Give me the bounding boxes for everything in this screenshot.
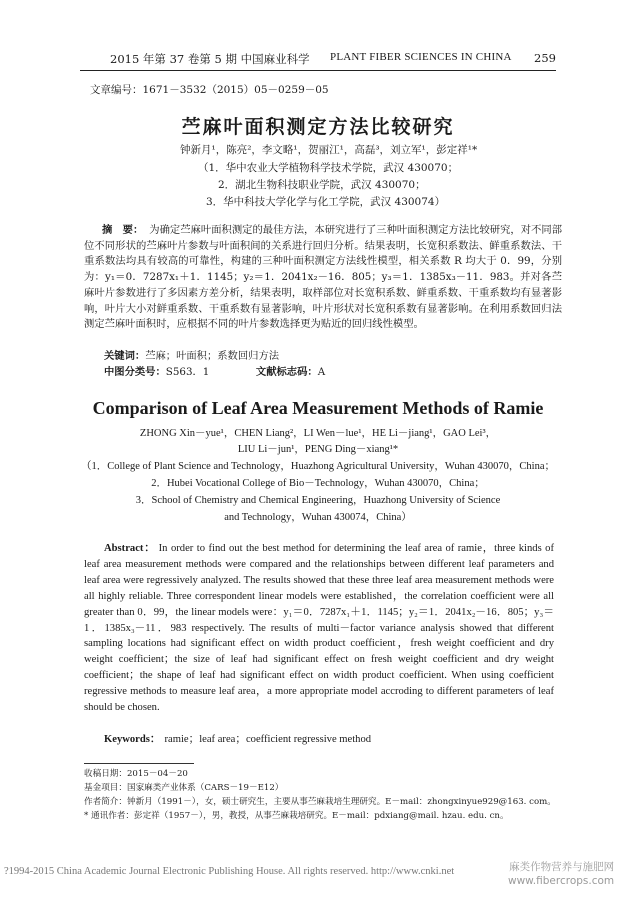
chinese-keywords-label: 关键词：: [104, 350, 146, 362]
english-affiliation-2: 2．Hubei Vocational College of Bio－Technology，Wuhan 430070，China；: [151, 478, 485, 489]
footnote-corresponding-author: * 通讯作者：彭定祥（1957－），男，教授，从事苎麻栽培研究。E－mail：pdxiang@mail. hzau. edu. cn。: [84, 811, 509, 821]
english-affiliation-3: 3．School of Chemistry and Chemical Engineering，Huazhong University of Science: [135, 495, 501, 506]
footnote-received: 收稿日期：2015－04－20: [84, 769, 188, 779]
journal-name-en: PLANT FIBER SCIENCES IN CHINA: [330, 51, 512, 63]
english-keywords-text: ramie；leaf area；coefficient regressive method: [164, 734, 372, 745]
chinese-abstract-label: 摘 要：: [102, 224, 144, 236]
english-authors-line-1: ZHONG Xin－yue¹，CHEN Liang²，LI Wen－lue¹，HE Li－jiang¹，GAO Lei³，: [139, 428, 497, 439]
watermark: [508, 860, 614, 888]
english-abstract-text: In order to find out the best method for determining the leaf area of ramie，three kinds of leaf area measurement methods were compared and the relationships between different leaf parameters and leaf area were regressively analyzed. The results showed that these three leaf area measurement methods were all highly reliable. Three correspondent linear models were established，the correlation coefficient were all greater than 0．99，the linear models were：y₁＝0．7287x₁＋1．1145；y₂＝1．2041x₂－16．805；y₃＝1．1385x₃－11．983 respectively. The results of multi－factor variance analysis showed that different sampling locations had significant effect on width product coefficient，fresh weight coefficient and dry weight coefficient；the size of leaf had significant effect on fresh weight coefficient and dry weight coefficient；the shape of leaf had significant effect on width product coefficient. When using coefficient regressive methods to measure leaf area，a more appropriate model accroding to different parameters of leaf should be chosen.: [84, 543, 555, 714]
issue-info: 2015 年第 37 卷第 5 期 中国麻业科学: [110, 52, 310, 66]
chinese-authors: 钟新月¹，陈亮²，李文略¹，贺丽江¹，高磊³，刘立军¹，彭定祥¹*: [180, 144, 478, 156]
english-abstract: [84, 541, 554, 716]
cnki-footer: ?1994-2015 China Academic Journal Electronic Publishing House. All rights reserved. http://www.cnki.net: [4, 866, 455, 877]
document-code: A: [317, 366, 326, 378]
english-affiliation-1: （1．College of Plant Science and Technology，Huazhong Agricultural University，Wuhan 430070，China；: [81, 461, 555, 472]
footnote-author-bio: 作者简介：钟新月（1991－），女，硕士研究生，主要从事苎麻栽培生理研究。E－mail：zhongxinyue929@163. com。: [84, 797, 556, 807]
chinese-affiliation-3: 3．华中科技大学化学与化工学院，武汉 430074）: [206, 196, 446, 208]
english-affiliation-4: and Technology，Wuhan 430074，China）: [224, 512, 412, 523]
clc-label: 中图分类号：: [104, 366, 166, 378]
chinese-affiliation-1: （1．华中农业大学植物科学技术学院，武汉 430070；: [198, 162, 459, 174]
english-abstract-label: Abstract：: [104, 543, 156, 554]
chinese-abstract: [84, 223, 562, 333]
footnote-divider: [84, 763, 194, 764]
watermark-line-1: 麻类作物营养与施肥网: [509, 861, 615, 873]
article-number: 文章编号：1671－3532（2015）05－0259－05: [90, 84, 329, 96]
page-number: 259: [534, 51, 556, 65]
watermark-line-2: www.fibercrops.com: [508, 875, 615, 887]
running-header: [80, 48, 556, 71]
document-code-label: 文献标志码：: [255, 366, 318, 378]
chinese-keywords: [104, 347, 279, 362]
english-title: Comparison of Leaf Area Measurement Methods of Ramie: [92, 398, 544, 418]
english-keywords-label: Keywords：: [104, 734, 161, 745]
chinese-title: 苎麻叶面积测定方法比较研究: [181, 116, 455, 138]
english-authors-line-2: LIU Li－jun¹，PENG Ding－xiang¹*: [237, 444, 399, 455]
chinese-affiliation-2: 2．湖北生物科技职业学院，武汉 430070；: [218, 179, 426, 191]
chinese-keywords-text: 苎麻；叶面积；系数回归方法: [145, 350, 280, 362]
classification-line: [104, 363, 325, 378]
footnote-funding: 基金项目：国家麻类产业体系（CARS－19－E12）: [84, 783, 284, 793]
chinese-abstract-text: 为确定苎麻叶面积测定的最佳方法，本研究进行了三种叶面积测定方法比较研究，对不同部位不同形状的苎麻叶片参数与叶面积间的关系进行回归分析。结果表明，长宽积系数法、鲜重系数法、干重系数法均具有较高的可靠性，构建的三种叶面积测定方法线性模型，相关系数 R 均大于 0．99，分别为：y₁＝0．7287x₁＋1．1145；y₂＝1．2041x₂－16．805；y₃＝1．1385x₃－11．983。并对各苎麻叶片参数进行了多因素方差分析，结果表明，取样部位对长宽积系数、鲜重系数、干重系数均有显著影响，叶片大小对鲜重系数、干重系数有显著影响，叶片形状对长宽积系数有显著影响。在利用系数回归法测定苎麻叶面积时，应根据不同的叶片参数选择更为贴近的回归线性模型。: [84, 224, 563, 331]
english-keywords: [104, 731, 371, 746]
clc-number: S563．1: [165, 366, 210, 378]
